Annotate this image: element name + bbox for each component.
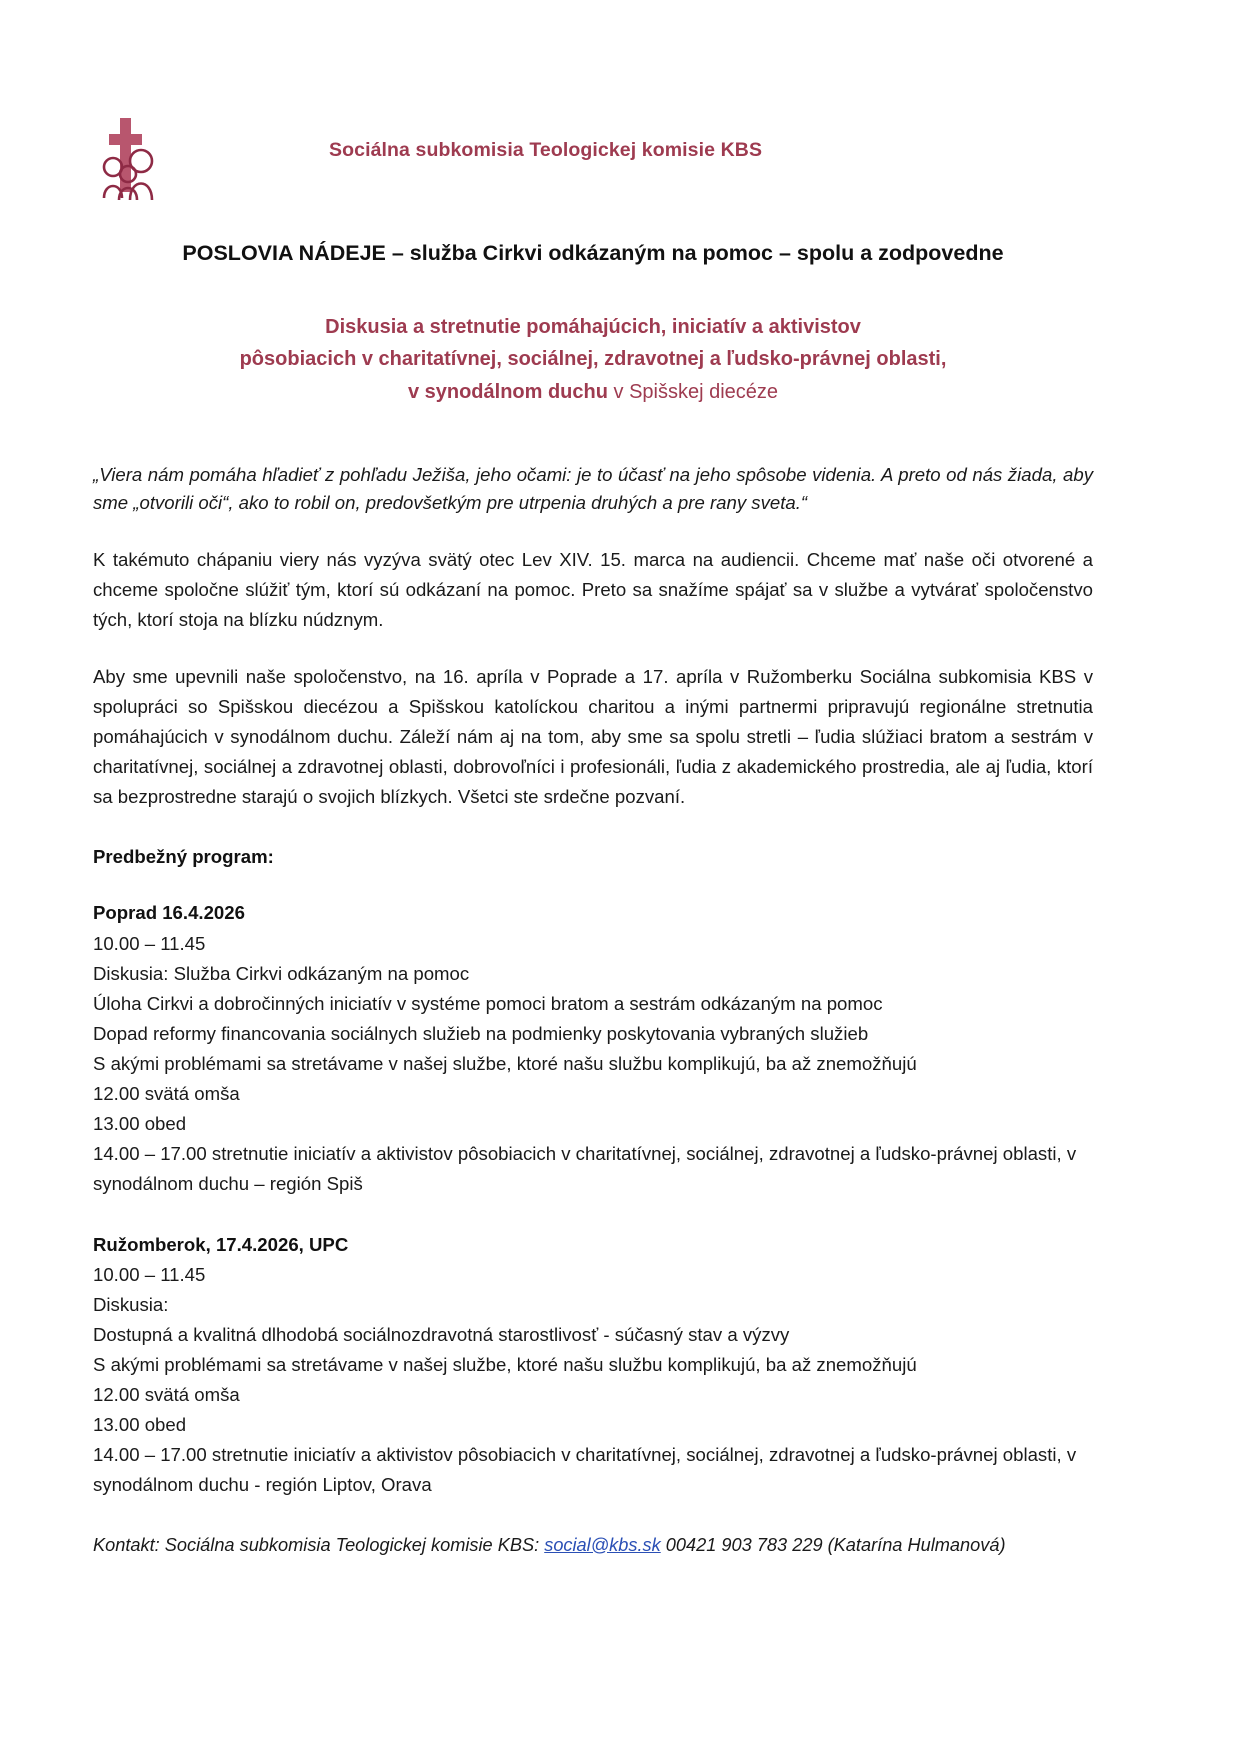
body-paragraph-2: Aby sme upevnili naše spoločenstvo, na 16. apríla v Poprade a 17. apríla v Ružomberku Sociálna subkomisia KBS v spolupráci so Spišskou diecézou a Spišskou katolíckou charitou a inými partnermi pripravujú regionálne stretnutia pomáhajúcich v synodálnom duchu. Záleží nám aj na tom, aby sme sa spolu stretli – ľudia slúžiaci bratom a sestrám v charitatívnej, sociálnej a zdravotnej oblasti, dobrovoľníci i profesionáli, ľudia z akademického prostredia, ale aj ľudia, ktorí sa bezprostredne starajú o svojich blízkych. Všetci ste srdečne pozvaní.	[93, 665, 1093, 808]
program-line: 13.00 obed	[93, 1113, 187, 1135]
program-line: S akými problémami sa stretávame v našej službe, ktoré našu službu komplikujú, ba až znemožňujú	[93, 1053, 917, 1075]
document-header	[93, 112, 1093, 200]
program-title: Ružomberok, 17.4.2026, UPC	[93, 1233, 349, 1255]
program-line: Diskusia:	[93, 1293, 169, 1315]
subtitle-line-3-bold: v synodálnom duchu	[407, 380, 608, 403]
contact-line	[93, 1531, 1093, 1559]
page-title: POSLOVIA NÁDEJE – služba Cirkvi odkázaným na pomoc – spolu a zodpovedne	[182, 241, 1004, 265]
subtitle-block	[93, 311, 1093, 408]
cross-with-figures-logo	[97, 112, 177, 200]
program-title: Poprad 16.4.2026	[93, 902, 245, 924]
program-line: 13.00 obed	[93, 1414, 187, 1436]
subtitle-line-2: pôsobiacich v charitatívnej, sociálnej, zdravotnej a ľudsko-právnej oblasti,	[239, 348, 947, 371]
program-line: 14.00 – 17.00 stretnutie iniciatív a aktivistov pôsobiacich v charitatívnej, sociálnej, zdravotnej a ľudsko-právnej oblasti, v synodálnom duchu - región Liptov, Orava	[93, 1444, 1077, 1496]
subtitle-line-3-regular: v Spišskej diecéze	[607, 380, 779, 403]
program-line: Dopad reformy financovania sociálnych služieb na podmienky poskytovania vybraných služieb	[93, 1022, 869, 1044]
program-line: 10.00 – 11.45	[93, 1263, 206, 1285]
organization-title: Sociálna subkomisia Teologickej komisie KBS	[329, 139, 763, 161]
program-block-ruzomberok	[93, 1230, 1093, 1501]
program-line: Dostupná a kvalitná dlhodobá sociálnozdravotná starostlivosť - súčasný stav a výzvy	[93, 1323, 790, 1345]
program-line: 14.00 – 17.00 stretnutie iniciatív a aktivistov pôsobiacich v charitatívnej, sociálnej, zdravotnej a ľudsko-právnej oblasti, v synodálnom duchu – región Spiš	[93, 1143, 1077, 1195]
body-paragraph-1: K takémuto chápaniu viery nás vyzýva svätý otec Lev XIV. 15. marca na audiencii. Chceme mať naše oči otvorené a chceme spoločne slúžiť tým, ktorí sú odkázaní na pomoc. Preto sa snažíme spájať sa v službe a vytvárať spoločenstvo tých, ktorí stoja na blízku núdznym.	[93, 548, 1093, 630]
program-line: S akými problémami sa stretávame v našej službe, ktoré našu službu komplikujú, ba až znemožňujú	[93, 1354, 917, 1376]
document-content	[93, 112, 1093, 1559]
contact-email-link[interactable]: social@kbs.sk	[544, 1534, 661, 1555]
program-line: 10.00 – 11.45	[93, 932, 206, 954]
program-heading: Predbežný program:	[93, 846, 274, 868]
program-line: 12.00 svätá omša	[93, 1083, 240, 1105]
program-line: Diskusia: Služba Cirkvi odkázaným na pomoc	[93, 962, 470, 984]
contact-suffix: 00421 903 783 229 (Katarína Hulmanová)	[660, 1534, 1006, 1555]
subtitle-line-3	[93, 376, 1093, 408]
program-line: 12.00 svätá omša	[93, 1384, 240, 1406]
subtitle-line-1: Diskusia a stretnutie pomáhajúcich, iniciatív a aktivistov	[325, 315, 861, 338]
scripture-quote: „Viera nám pomáha hľadieť z pohľadu Ježiša, jeho očami: je to účasť na jeho spôsobe videnia. A preto od nás žiada, aby sme „otvorili oči“, ako to robil on, predovšetkým pre utrpenia druhých a pre rany sveta.“	[93, 464, 1093, 514]
program-block-poprad	[93, 898, 1093, 1199]
contact-prefix: Kontakt: Sociálna subkomisia Teologickej komisie KBS:	[93, 1534, 545, 1555]
program-line: Úloha Cirkvi a dobročinných iniciatív v systéme pomoci bratom a sestrám odkázaným na pomoc	[93, 992, 883, 1014]
